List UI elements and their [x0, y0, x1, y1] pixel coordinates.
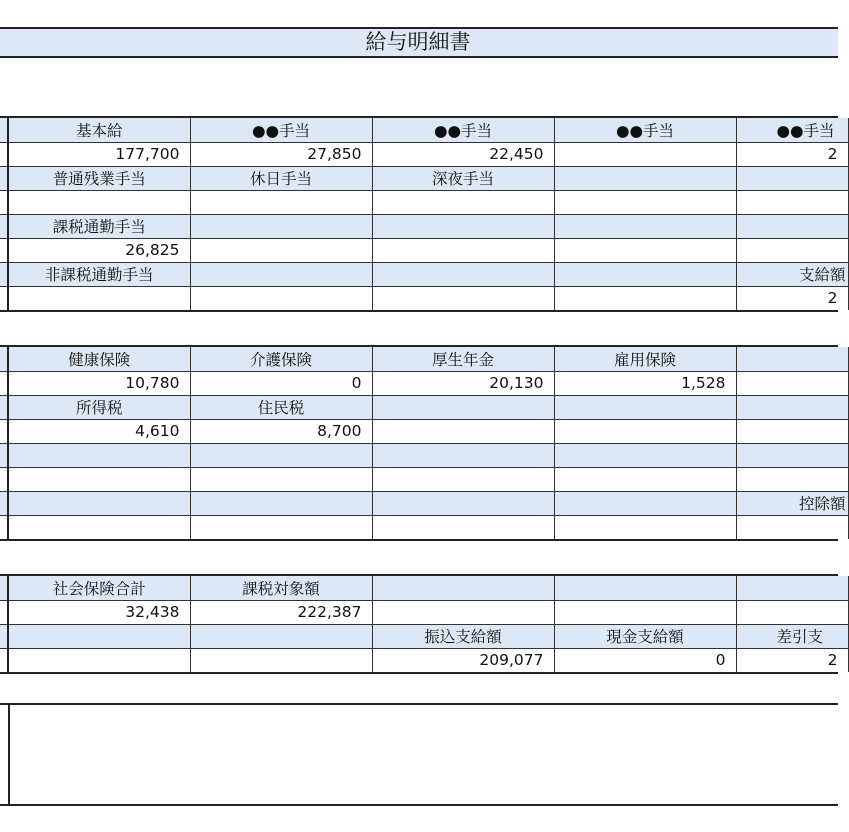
totals-table: [0, 576, 849, 672]
field-value: [736, 238, 848, 262]
totals-section: [0, 574, 838, 674]
row-stub: [0, 467, 8, 491]
row-stub: [0, 238, 8, 262]
field-label: [554, 166, 736, 190]
field-value: 27,850: [190, 142, 372, 166]
field-label: [736, 214, 848, 238]
field-label: [554, 395, 736, 419]
field-label: 振込支給額: [372, 624, 554, 648]
field-label: [372, 262, 554, 286]
label-row: [0, 576, 848, 600]
field-label: [190, 214, 372, 238]
field-label: 普通残業手当: [8, 166, 190, 190]
field-label: ●●手当: [372, 118, 554, 142]
field-value: [554, 238, 736, 262]
field-label: [8, 491, 190, 515]
row-stub: [0, 286, 8, 310]
field-label: 支給額: [736, 262, 848, 286]
row-stub: [0, 395, 8, 419]
label-row: [0, 166, 848, 190]
field-label: 社会保険合計: [8, 576, 190, 600]
field-label: [736, 576, 848, 600]
row-stub: [0, 347, 8, 371]
field-label: ●●手当: [554, 118, 736, 142]
field-value: [554, 190, 736, 214]
row-stub: [0, 443, 8, 467]
field-label: [554, 576, 736, 600]
deductions-table: [0, 347, 849, 539]
field-label: 休日手当: [190, 166, 372, 190]
field-value: 0: [190, 371, 372, 395]
field-value: [8, 515, 190, 539]
field-label: [190, 624, 372, 648]
field-value: 209,077: [372, 648, 554, 672]
field-value: [554, 286, 736, 310]
field-label: 現金支給額: [554, 624, 736, 648]
field-label: [736, 347, 848, 371]
field-value: [8, 286, 190, 310]
field-label: 基本給: [8, 118, 190, 142]
field-value: [8, 467, 190, 491]
field-value: [8, 190, 190, 214]
field-value: [190, 648, 372, 672]
row-stub: [0, 214, 8, 238]
field-value: 2: [736, 142, 848, 166]
payments-section: [0, 116, 846, 312]
field-label: 健康保険: [8, 347, 190, 371]
field-label: 課税対象額: [190, 576, 372, 600]
field-label: 課税通勤手当: [8, 214, 190, 238]
row-stub: [0, 190, 8, 214]
label-row: [0, 624, 848, 648]
field-label: [736, 166, 848, 190]
field-value: [190, 286, 372, 310]
field-value: 2: [736, 286, 848, 310]
field-value: [372, 515, 554, 539]
label-row: [0, 262, 848, 286]
field-label: [190, 491, 372, 515]
field-label: 厚生年金: [372, 347, 554, 371]
value-row: [0, 515, 848, 539]
label-row: [0, 443, 848, 467]
field-value: [736, 419, 848, 443]
field-label: [8, 443, 190, 467]
row-stub: [0, 371, 8, 395]
value-row: [0, 190, 848, 214]
field-value: [190, 515, 372, 539]
value-row: [0, 142, 848, 166]
field-value: [8, 648, 190, 672]
field-label: 非課税通勤手当: [8, 262, 190, 286]
field-value: 26,825: [8, 238, 190, 262]
field-label: [372, 214, 554, 238]
row-stub: [0, 491, 8, 515]
field-label: [554, 443, 736, 467]
label-row: [0, 118, 848, 142]
field-value: 2: [736, 648, 848, 672]
field-label: 所得税: [8, 395, 190, 419]
row-stub: [0, 262, 8, 286]
field-value: [554, 142, 736, 166]
payslip-title: 給与明細書: [0, 27, 838, 58]
field-label: [554, 262, 736, 286]
field-value: [554, 419, 736, 443]
field-value: [554, 600, 736, 624]
field-label: 住民税: [190, 395, 372, 419]
field-value: [372, 600, 554, 624]
value-row: [0, 648, 848, 672]
field-label: [736, 443, 848, 467]
value-row: [0, 238, 848, 262]
field-label: 雇用保険: [554, 347, 736, 371]
field-value: 1,528: [554, 371, 736, 395]
row-stub: [0, 624, 8, 648]
row-stub: [0, 419, 8, 443]
field-value: [554, 467, 736, 491]
row-stub: [0, 118, 8, 142]
field-value: [736, 467, 848, 491]
field-value: [736, 371, 848, 395]
field-value: [190, 238, 372, 262]
value-row: [0, 419, 848, 443]
field-label: [190, 262, 372, 286]
field-label: [372, 443, 554, 467]
field-value: [372, 238, 554, 262]
deductions-section: [0, 345, 846, 541]
field-value: 4,610: [8, 419, 190, 443]
label-row: [0, 214, 848, 238]
field-label: [372, 491, 554, 515]
field-value: 177,700: [8, 142, 190, 166]
field-value: 8,700: [190, 419, 372, 443]
field-label: ●●手当: [736, 118, 848, 142]
field-value: [190, 467, 372, 491]
field-value: 32,438: [8, 600, 190, 624]
memo-stub: [0, 705, 10, 804]
field-label: 差引支: [736, 624, 848, 648]
field-value: 22,450: [372, 142, 554, 166]
field-value: 10,780: [8, 371, 190, 395]
field-value: 20,130: [372, 371, 554, 395]
value-row: [0, 371, 848, 395]
memo-section: [0, 703, 838, 806]
row-stub: [0, 142, 8, 166]
row-stub: [0, 515, 8, 539]
field-label: [372, 395, 554, 419]
field-value: [554, 515, 736, 539]
field-label: [554, 214, 736, 238]
field-label: 介護保険: [190, 347, 372, 371]
field-value: [736, 515, 848, 539]
value-row: [0, 467, 848, 491]
row-stub: [0, 600, 8, 624]
label-row: [0, 347, 848, 371]
field-label: [190, 443, 372, 467]
field-value: 0: [554, 648, 736, 672]
field-value: 222,387: [190, 600, 372, 624]
value-row: [0, 286, 848, 310]
field-value: [372, 190, 554, 214]
field-value: [372, 467, 554, 491]
field-label: ●●手当: [190, 118, 372, 142]
field-label: 控除額: [736, 491, 848, 515]
field-value: [372, 419, 554, 443]
field-label: [554, 491, 736, 515]
field-value: [190, 190, 372, 214]
field-value: [736, 600, 848, 624]
row-stub: [0, 648, 8, 672]
label-row: [0, 491, 848, 515]
field-label: [372, 576, 554, 600]
field-value: [736, 190, 848, 214]
row-stub: [0, 166, 8, 190]
value-row: [0, 600, 848, 624]
payments-table: [0, 118, 849, 310]
label-row: [0, 395, 848, 419]
field-label: [8, 624, 190, 648]
field-label: [736, 395, 848, 419]
field-label: 深夜手当: [372, 166, 554, 190]
row-stub: [0, 576, 8, 600]
field-value: [372, 286, 554, 310]
